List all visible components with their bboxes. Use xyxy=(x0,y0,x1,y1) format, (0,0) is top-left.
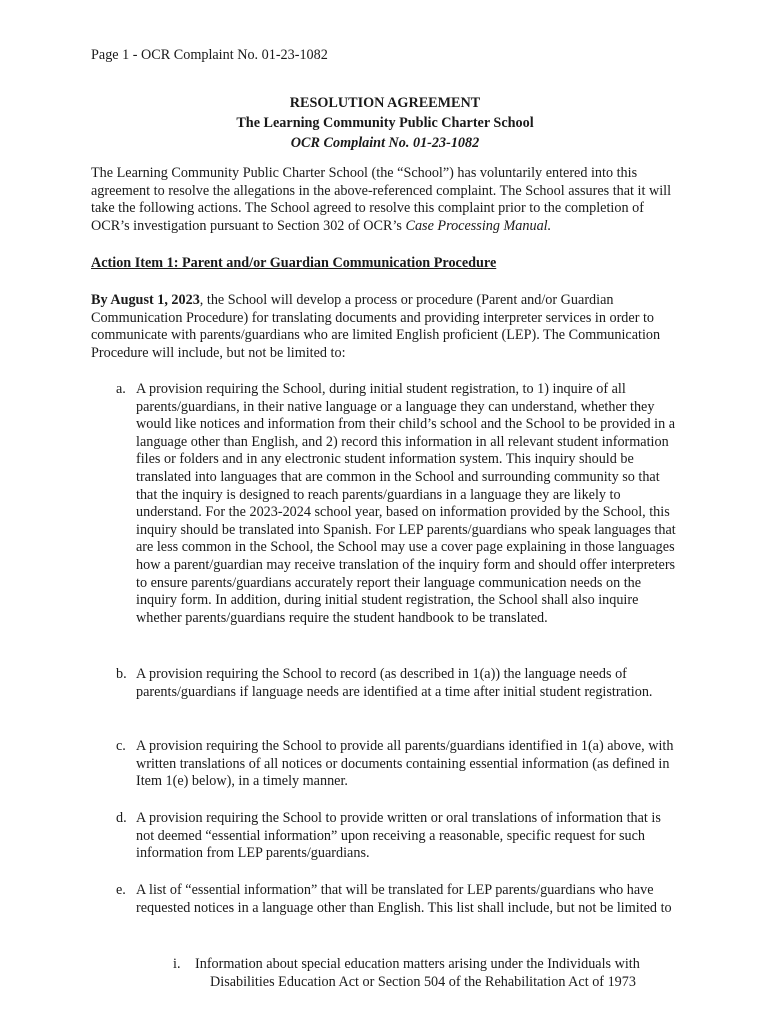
action-item-heading: Action Item 1: Parent and/or Guardian Communication Procedure xyxy=(91,255,497,271)
list-item xyxy=(116,666,681,701)
list-item-text: A provision requiring the School to provide written or oral translations of information that is not deemed “essential information” upon receiving a reasonable, specific request for such information from LEP parents/guardians. xyxy=(136,810,661,862)
sub-list-item-line2: Disabilities Education Act or Section 504 of the Rehabilitation Act of 1973 xyxy=(210,973,636,990)
sub-list-marker: i. xyxy=(173,956,181,972)
list-marker: d. xyxy=(116,810,127,826)
list-marker: b. xyxy=(116,666,127,682)
list-item-text: A list of “essential information” that will be translated for LEP parents/guardians who have requested notices in a language other than English. This list shall include, but not be limited to xyxy=(136,882,672,916)
list-item-text: A provision requiring the School to record (as described in 1(a)) the language needs of parents/guardians if language needs are identified at a time after initial student registration. xyxy=(136,666,653,700)
list-marker: c. xyxy=(116,738,126,754)
complaint-number-title: OCR Complaint No. 01-23-1082 xyxy=(290,135,480,151)
school-name-title: The Learning Community Public Charter School xyxy=(236,115,534,131)
action-item-paragraph xyxy=(91,292,681,362)
manual-title: Case Processing Manual. xyxy=(405,217,552,234)
action-item-text: , the School will develop a process or procedure (Parent and/or Guardian Communication Procedure) for translating documents and providing interpreter services in order to communicate with parents/guardians who are limited English proficient (LEP). The Communication Procedure will include, but not be limited to: xyxy=(91,292,661,361)
deadline-date: By August 1, 2023 xyxy=(91,292,200,308)
list-marker: e. xyxy=(116,882,126,898)
sub-list-item-line1: Information about special education matters arising under the Individuals with xyxy=(195,956,640,972)
intro-text: The Learning Community Public Charter School (the “School”) has voluntarily entered into this agreement to resolve the allegations in the above-referenced complaint. The School assures that it will take the following actions. The School agreed to resolve this complaint prior to the completion of OCR’s investigation pursuant to Section 302 of OCR’s xyxy=(91,165,672,234)
list-item xyxy=(116,738,681,791)
document-title-block xyxy=(0,93,770,153)
sub-list-item xyxy=(173,956,683,991)
page-header: Page 1 - OCR Complaint No. 01-23-1082 xyxy=(91,47,328,63)
list-marker: a. xyxy=(116,381,126,397)
list-item-text: A provision requiring the School, during initial student registration, to 1) inquire of all parents/guardians, in their native language or a language they can understand, whether they would like notices and information from their child’s school and the School to be provided in a language other than English, and 2) record this information in all relevant student information files or folders and in any electronic student information system. This inquiry should be translated into languages that are common in the School and surrounding community so that that the inquiry is designed to reach parents/guardians in a language they are likely to understand. For the 2023-2024 school year, based on information provided by the School, this inquiry should be translated into Spanish. For LEP parents/guardians who speak languages that are less common in the School, the School may use a cover page explaining in those languages how a parent/guardian may receive translation of the inquiry form and should offer interpreters to ensure parents/guardians accurately report their language communication needs on the inquiry form. In addition, during initial student registration, the School shall also inquire whether parents/guardians require the student handbook to be translated. xyxy=(136,381,676,626)
list-item xyxy=(116,882,681,917)
list-item xyxy=(116,381,681,627)
agreement-title: RESOLUTION AGREEMENT xyxy=(289,95,481,111)
intro-paragraph xyxy=(91,165,681,235)
list-item-text: A provision requiring the School to provide all parents/guardians identified in 1(a) above, with written translations of all notices or documents containing essential information (as defined in Item 1(e) below), in a timely manner. xyxy=(136,738,674,790)
list-item xyxy=(116,810,681,863)
